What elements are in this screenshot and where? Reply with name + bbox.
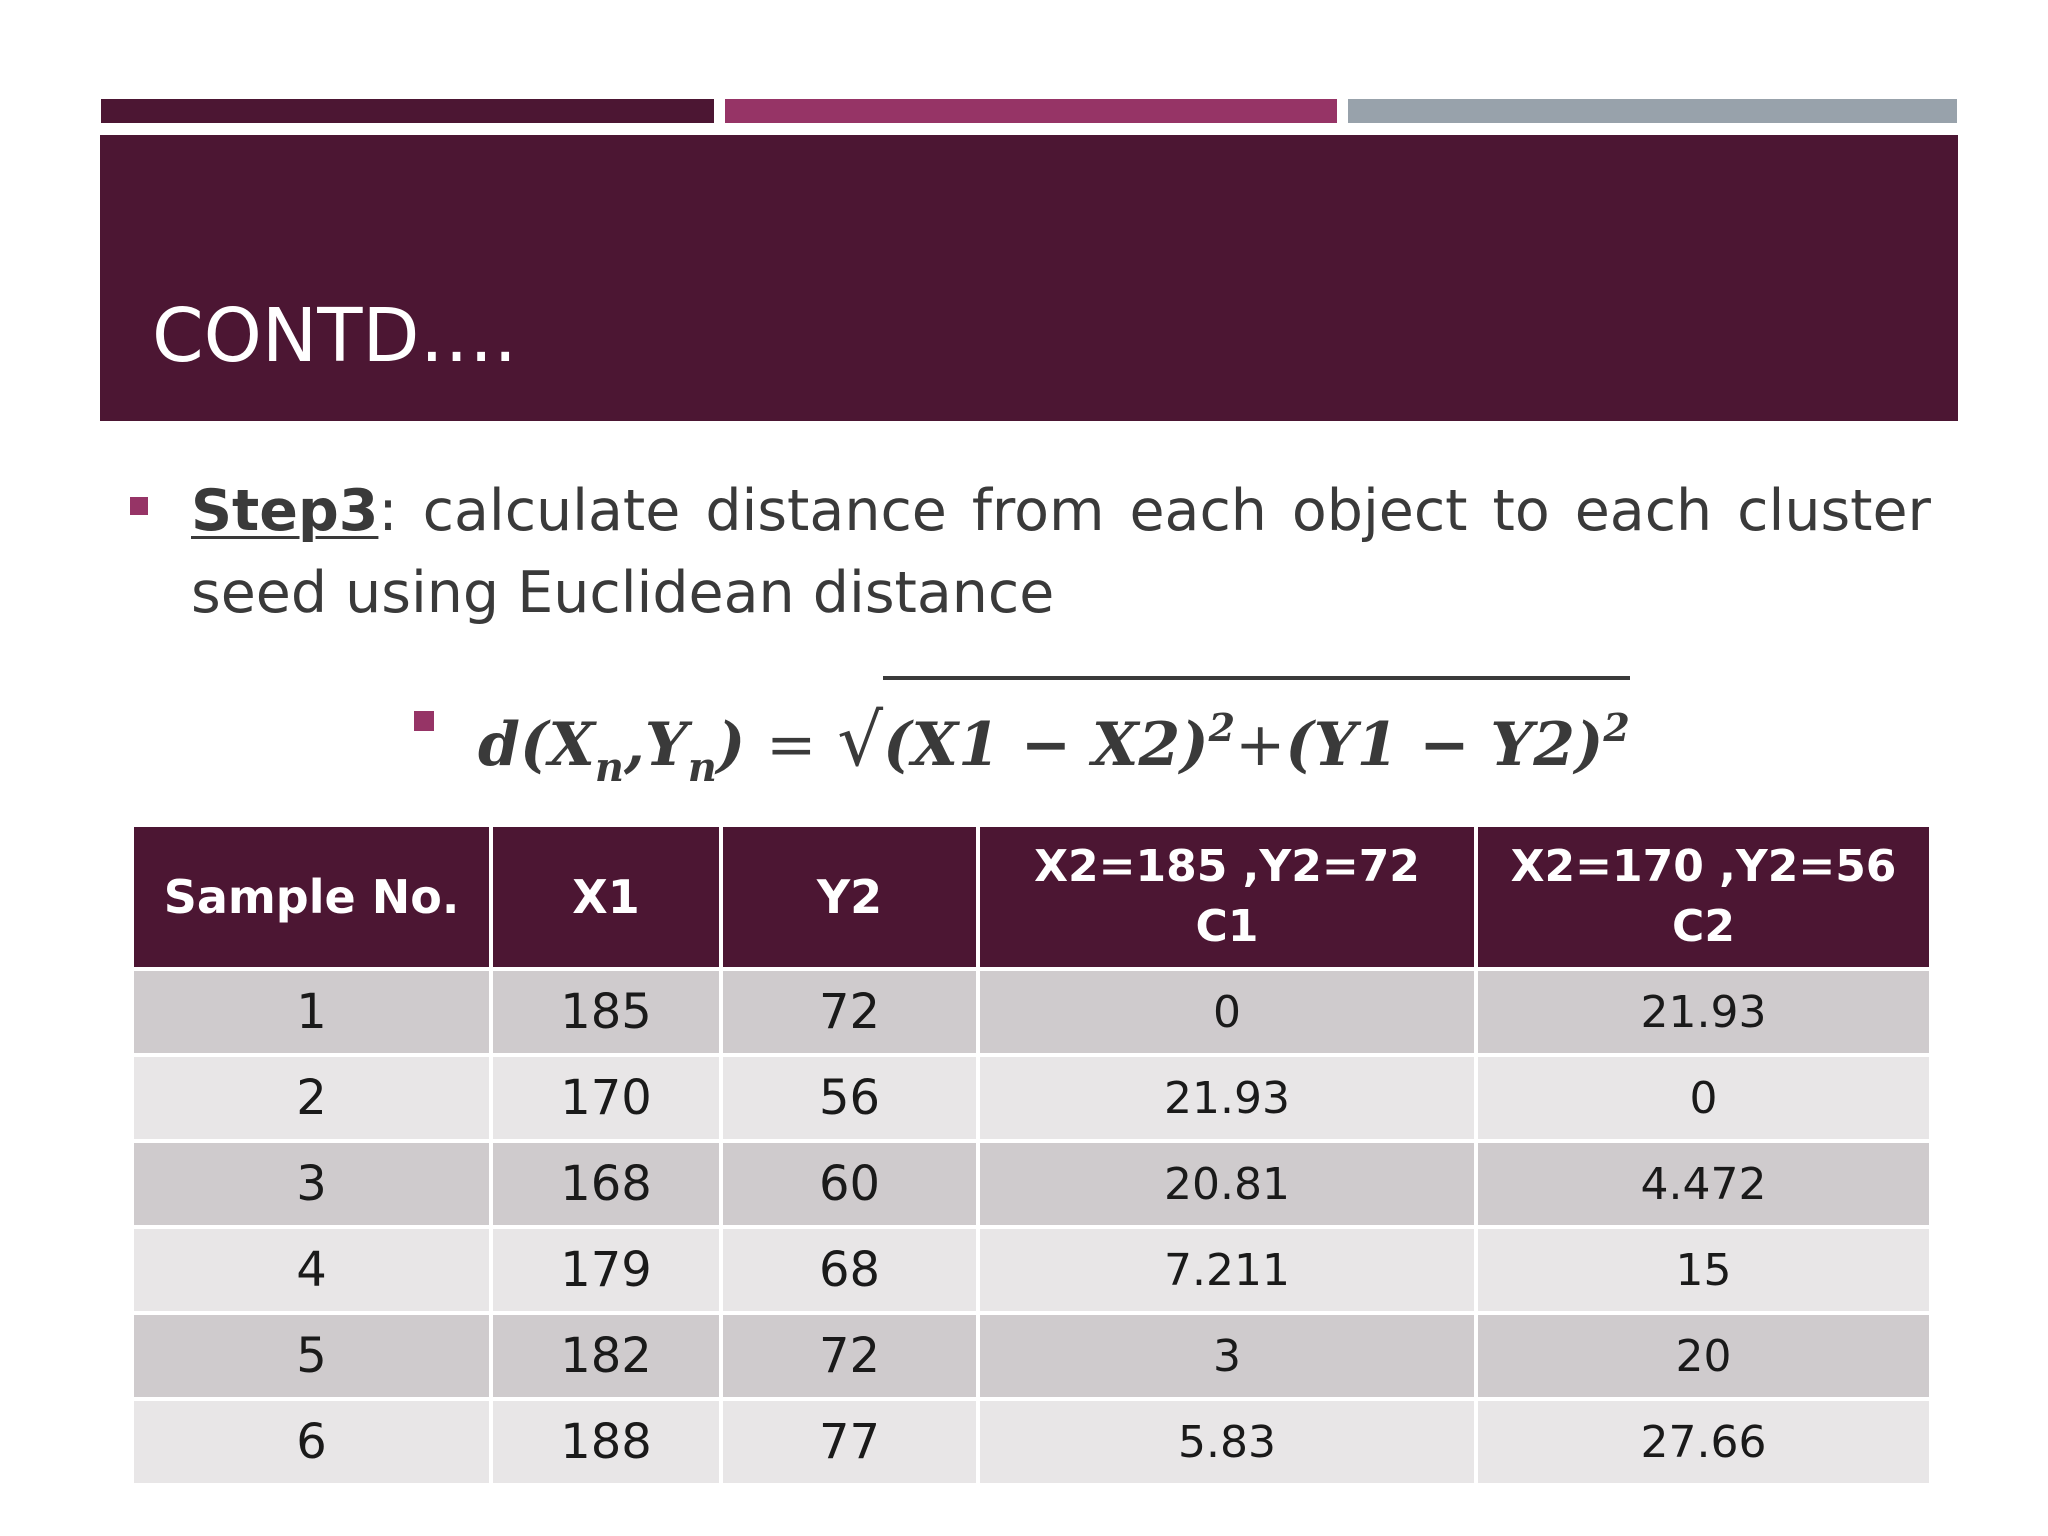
formula-exp1: 2: [1208, 705, 1236, 750]
cell-c2: 21.93: [1476, 969, 1931, 1055]
formula-equals: =: [766, 710, 817, 780]
step-label: Step3: [191, 478, 379, 544]
cell-x1: 179: [491, 1227, 721, 1313]
cell-y2: 56: [721, 1055, 978, 1141]
table-row: [132, 1141, 1931, 1227]
header-c2: X2=170 ,Y2=56 C2: [1476, 825, 1931, 969]
formula-term2: (Y1 − Y2): [1285, 710, 1604, 780]
cell-sample: 6: [132, 1399, 491, 1485]
cell-y2: 77: [721, 1399, 978, 1485]
cell-c2: 20: [1476, 1313, 1931, 1399]
formula-exp2: 2: [1603, 705, 1630, 750]
cell-x1: 168: [491, 1141, 721, 1227]
cell-x1: 170: [491, 1055, 721, 1141]
cell-sample: 1: [132, 969, 491, 1055]
formula-plus: +: [1235, 710, 1286, 780]
cell-x1: 188: [491, 1399, 721, 1485]
cell-c2: 4.472: [1476, 1141, 1931, 1227]
cell-y2: 72: [721, 1313, 978, 1399]
cell-c1: 0: [978, 969, 1476, 1055]
formula-d: d(: [478, 710, 549, 780]
formula-radicand: [883, 676, 1630, 787]
slide-title: CONTD….: [152, 293, 517, 379]
step-description: : calculate distance from each object to each cluster seed using Euclidean distance: [191, 478, 1931, 626]
cell-sample: 4: [132, 1227, 491, 1313]
cell-c2: 0: [1476, 1055, 1931, 1141]
table-header-row: [132, 825, 1931, 969]
cell-x1: 185: [491, 969, 721, 1055]
cell-sample: 3: [132, 1141, 491, 1227]
cell-c1: 5.83: [978, 1399, 1476, 1485]
accent-bar-dark: [101, 99, 714, 123]
cell-c2: 15: [1476, 1227, 1931, 1313]
formula-close: ): [716, 710, 746, 780]
formula-n1: n: [594, 744, 624, 791]
euclidean-formula: [478, 676, 1630, 791]
cell-y2: 60: [721, 1141, 978, 1227]
header-c1: X2=185 ,Y2=72 C1: [978, 825, 1476, 969]
formula-n2: n: [687, 744, 717, 791]
step-paragraph: [191, 470, 1931, 634]
formula-comma: ,: [624, 710, 645, 780]
accent-bar-grey: [1348, 99, 1957, 123]
cell-x1: 182: [491, 1313, 721, 1399]
cell-y2: 72: [721, 969, 978, 1055]
formula-x: X: [548, 710, 595, 780]
formula-y: Y: [644, 710, 688, 780]
header-sample-no: Sample No.: [132, 825, 491, 969]
cell-sample: 2: [132, 1055, 491, 1141]
cell-y2: 68: [721, 1227, 978, 1313]
table-row: [132, 969, 1931, 1055]
cell-c1: 3: [978, 1313, 1476, 1399]
cell-sample: 5: [132, 1313, 491, 1399]
table-row: [132, 1055, 1931, 1141]
cell-c1: 7.211: [978, 1227, 1476, 1313]
title-band: [100, 135, 1958, 421]
radical-sign-icon: √: [837, 698, 884, 782]
table-row: [132, 1399, 1931, 1485]
cell-c1: 21.93: [978, 1055, 1476, 1141]
cell-c1: 20.81: [978, 1141, 1476, 1227]
cell-c2: 27.66: [1476, 1399, 1931, 1485]
table-row: [132, 1227, 1931, 1313]
header-y2: Y2: [721, 825, 978, 969]
bullet-square-icon: [130, 497, 148, 515]
formula-term1: (X1 − X2): [883, 710, 1209, 780]
sub-bullet-square-icon: [414, 711, 434, 731]
accent-bar-magenta: [725, 99, 1337, 123]
distance-table: [130, 823, 1929, 1487]
header-x1: X1: [491, 825, 721, 969]
table-row: [132, 1313, 1931, 1399]
